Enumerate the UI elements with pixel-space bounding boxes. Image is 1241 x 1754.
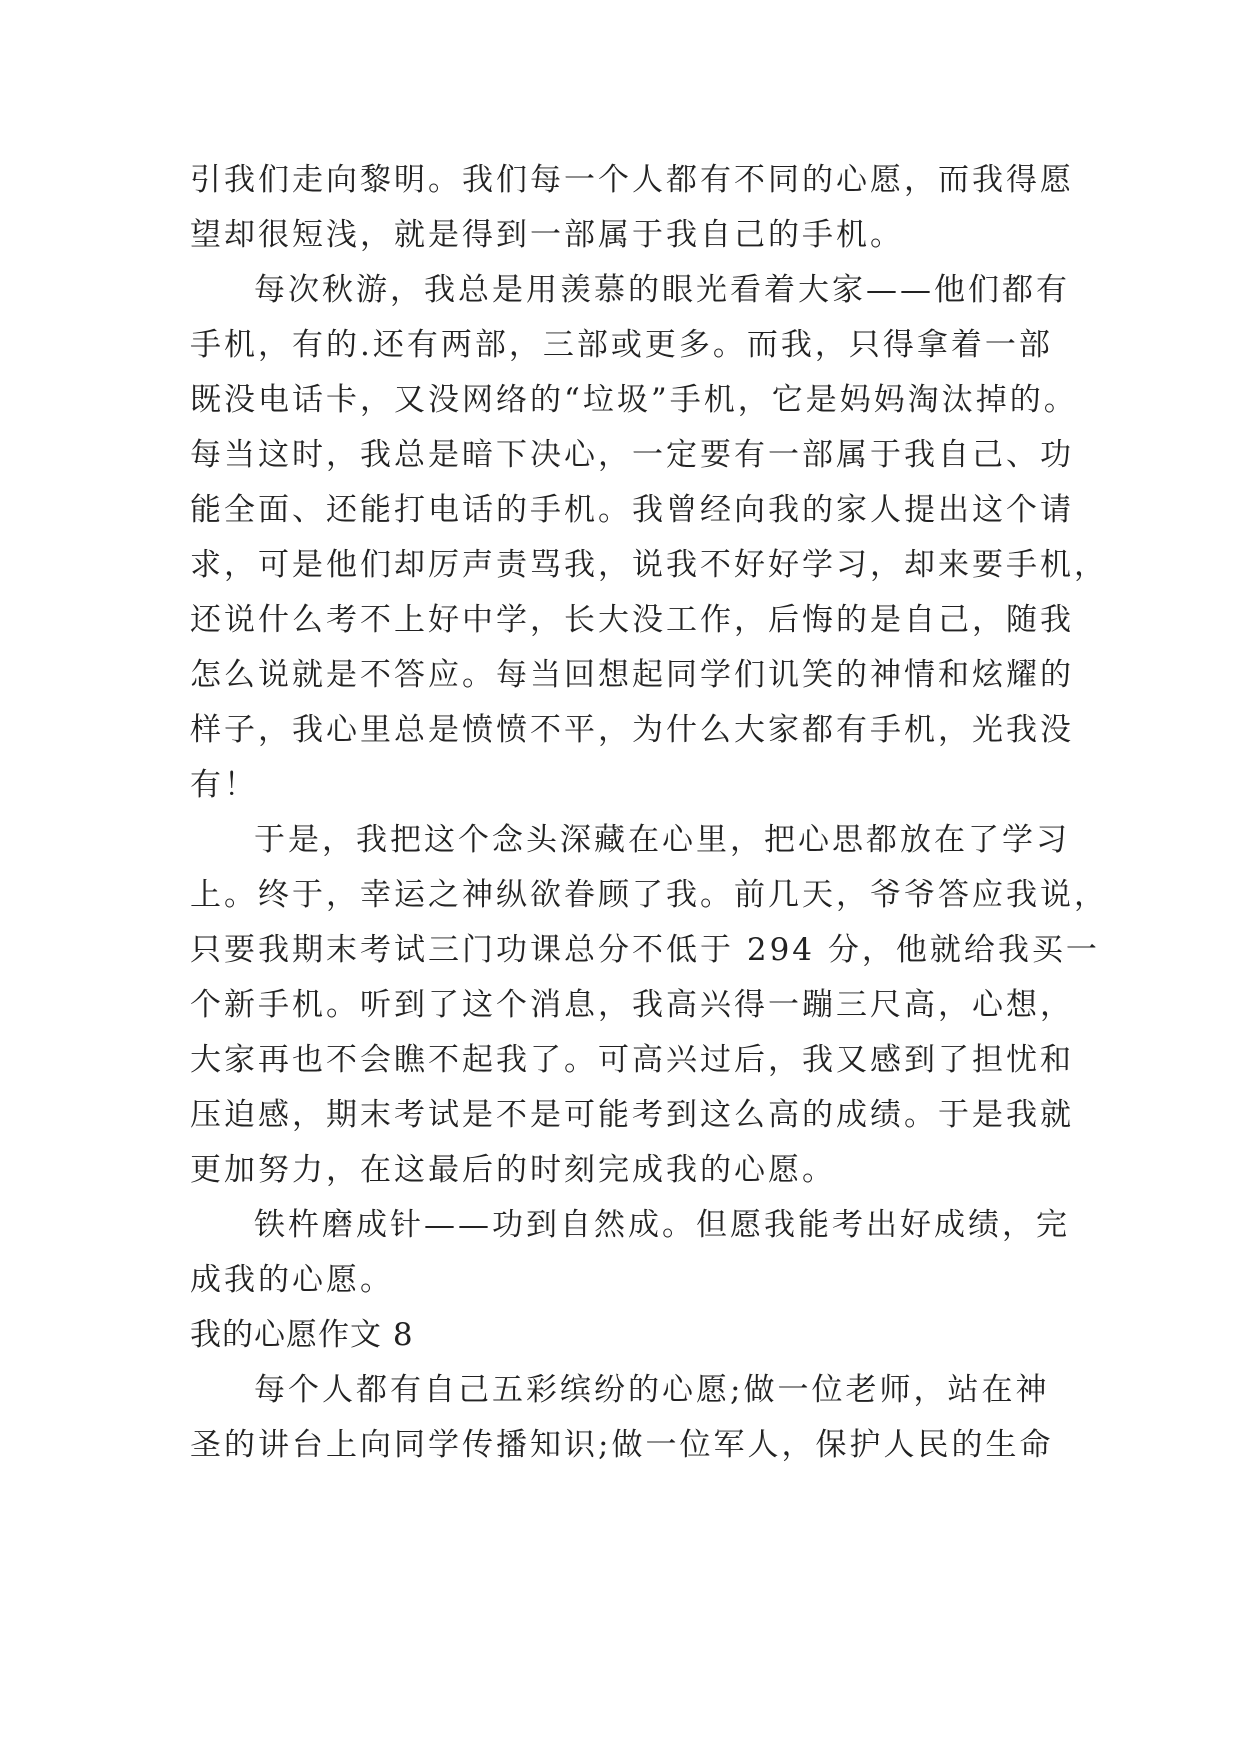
text-line: 手机，有的.还有两部，三部或更多。而我，只得拿着一部 xyxy=(190,327,1053,363)
text-line: 还说什么考不上好中学，长大没工作，后悔的是自己，随我 xyxy=(190,602,1074,638)
text-line: 怎么说就是不答应。每当回想起同学们讥笑的神情和炫耀的 xyxy=(190,657,1074,693)
paragraph-start-line: 铁杵磨成针——功到自然成。但愿我能考出好成绩，完 xyxy=(254,1207,1070,1243)
text-line: 压迫感，期末考试是不是可能考到这么高的成绩。于是我就 xyxy=(190,1097,1074,1133)
text-line: 只要我期末考试三门功课总分不低于 294 分，他就给我买一 xyxy=(190,932,1100,968)
text-line: 成我的心愿。 xyxy=(190,1262,394,1298)
text-line: 有！ xyxy=(190,767,258,803)
paragraph-start-line: 每次秋游，我总是用羡慕的眼光看着大家——他们都有 xyxy=(254,272,1070,308)
text-line: 能全面、还能打电话的手机。我曾经向我的家人提出这个请 xyxy=(190,492,1074,528)
text-line: 样子，我心里总是愤愤不平，为什么大家都有手机，光我没 xyxy=(190,712,1074,748)
paragraph-start-line: 于是，我把这个念头深藏在心里，把心思都放在了学习 xyxy=(254,822,1070,858)
text-line: 每当这时，我总是暗下决心，一定要有一部属于我自己、功 xyxy=(190,437,1074,473)
paragraph-start-line: 每个人都有自己五彩缤纷的心愿;做一位老师，站在神 xyxy=(254,1372,1050,1408)
text-line: 圣的讲台上向同学传播知识;做一位军人，保护人民的生命 xyxy=(190,1427,1054,1463)
text-line: 既没电话卡，又没网络的“垃圾”手机，它是妈妈淘汰掉的。 xyxy=(190,382,1078,418)
text-line: 求，可是他们却厉声责骂我，说我不好好学习，却来要手机， xyxy=(190,547,1108,583)
text-line: 大家再也不会瞧不起我了。可高兴过后，我又感到了担忧和 xyxy=(190,1042,1074,1078)
text-line: 引我们走向黎明。我们每一个人都有不同的心愿，而我得愿 xyxy=(190,162,1074,198)
text-line: 上。终于，幸运之神纵欲眷顾了我。前几天，爷爷答应我说， xyxy=(190,877,1108,913)
text-line: 个新手机。听到了这个消息，我高兴得一蹦三尺高，心想， xyxy=(190,987,1074,1023)
section-heading: 我的心愿作文 8 xyxy=(190,1317,414,1353)
text-line: 更加努力，在这最后的时刻完成我的心愿。 xyxy=(190,1152,836,1188)
text-line: 望却很短浅，就是得到一部属于我自己的手机。 xyxy=(190,217,904,253)
